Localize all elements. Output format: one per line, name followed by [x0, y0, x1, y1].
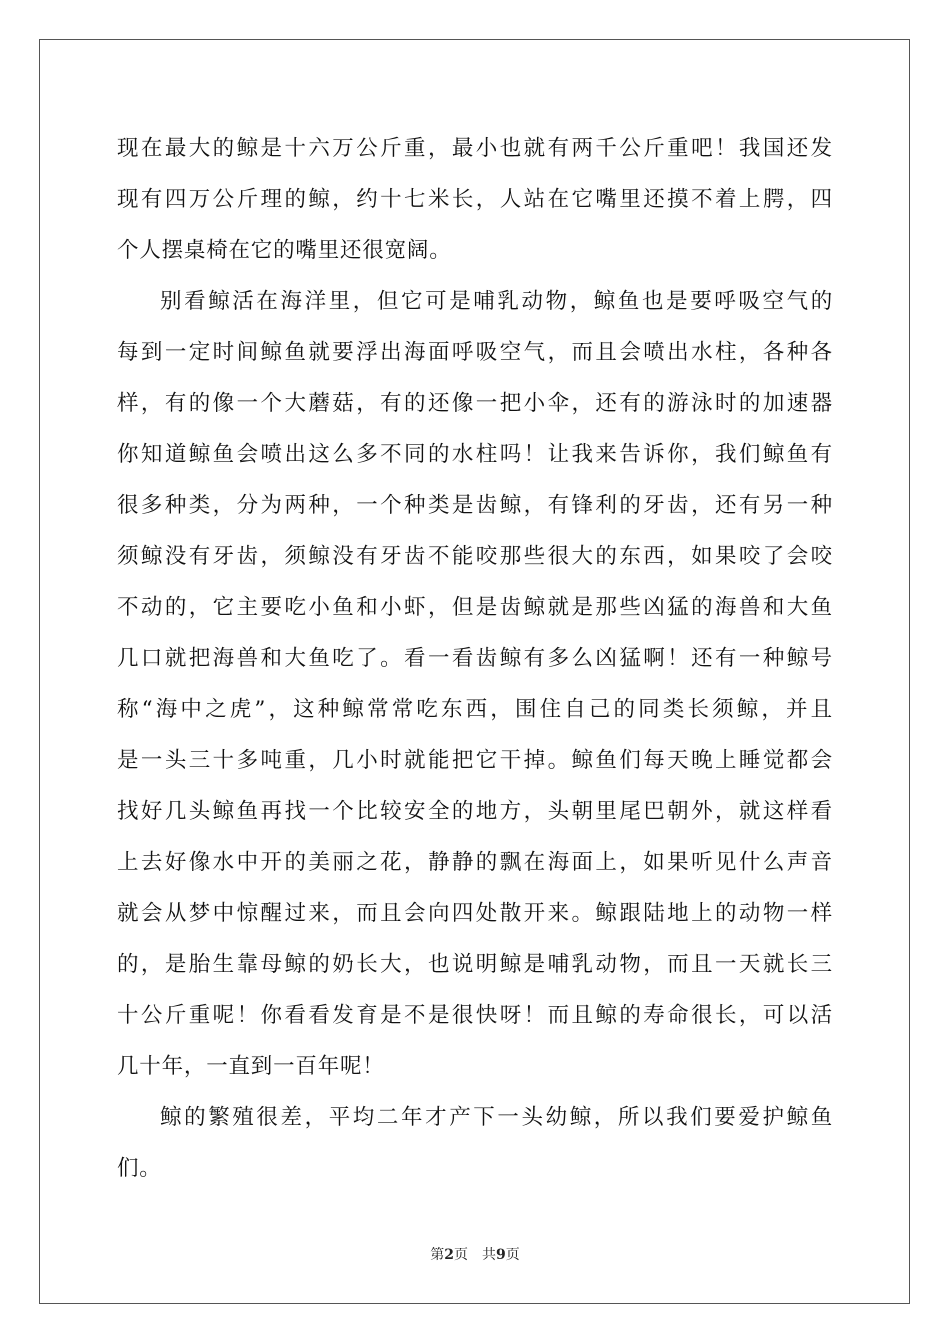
text-line: 不动的，它主要吃小鱼和小虾，但是齿鲸就是那些凶猛的海兽和大鱼 — [117, 595, 833, 620]
page-number: 2 — [444, 1247, 454, 1263]
total-pages: 9 — [496, 1247, 506, 1263]
text-line: 你知道鲸鱼会喷出这么多不同的水柱吗！让我来告诉你，我们鲸鱼有 — [117, 442, 833, 467]
paragraph-first-line: 鲸的繁殖很差，平均二年才产下一头幼鲸，所以我们要爱护鲸鱼 — [160, 1105, 833, 1130]
page-suffix: 页 — [454, 1247, 468, 1263]
text-line: 几口就把海兽和大鱼吃了。看一看齿鲸有多么凶猛啊！还有一种鲸号 — [117, 646, 833, 671]
text-line: 是一头三十多吨重，几小时就能把它干掉。鲸鱼们每天晚上睡觉都会 — [117, 748, 833, 773]
text-line: 的，是胎生靠母鲸的奶长大，也说明鲸是哺乳动物，而且一天就长三 — [117, 952, 833, 977]
text-line: 很多种类，分为两种，一个种类是齿鲸，有锋利的牙齿，还有另一种 — [117, 493, 833, 518]
total-suffix: 页 — [505, 1247, 520, 1263]
page-footer — [0, 1245, 950, 1265]
text-line: 个人摆桌椅在它的嘴里还很宽阔。 — [117, 238, 452, 263]
page-prefix: 第 — [430, 1247, 445, 1263]
text-line: 十公斤重呢！你看看发育是不是很快呀！而且鲸的寿命很长，可以活 — [117, 1003, 833, 1028]
text-line: 样，有的像一个大蘑菇，有的还像一把小伞，还有的游泳时的加速器 — [117, 391, 833, 416]
text-line: 就会从梦中惊醒过来，而且会向四处散开来。鲸跟陆地上的动物一样 — [117, 901, 833, 926]
text-line: 现在最大的鲸是十六万公斤重，最小也就有两千公斤重吧！我国还发 — [117, 136, 833, 161]
text-line: 须鲸没有牙齿，须鲸没有牙齿不能咬那些很大的东西，如果咬了会咬 — [117, 544, 833, 569]
text-line: 找好几头鲸鱼再找一个比较安全的地方，头朝里尾巴朝外，就这样看 — [117, 799, 833, 824]
text-line: 称“海中之虎”，这种鲸常常吃东西，围住自己的同类长须鲸，并且 — [117, 697, 833, 722]
text-line: 上去好像水中开的美丽之花，静静的飘在海面上，如果听见什么声音 — [117, 850, 833, 875]
text-line: 几十年，一直到一百年呢！ — [117, 1054, 385, 1079]
text-line: 们。 — [117, 1156, 162, 1181]
total-prefix: 共 — [482, 1247, 496, 1263]
text-line: 现有四万公斤理的鲸，约十七米长，人站在它嘴里还摸不着上腭，四 — [117, 187, 833, 212]
paragraph-first-line: 别看鲸活在海洋里，但它可是哺乳动物，鲸鱼也是要呼吸空气的 — [160, 289, 833, 314]
text-line: 每到一定时间鲸鱼就要浮出海面呼吸空气，而且会喷出水柱，各种各 — [117, 340, 833, 365]
